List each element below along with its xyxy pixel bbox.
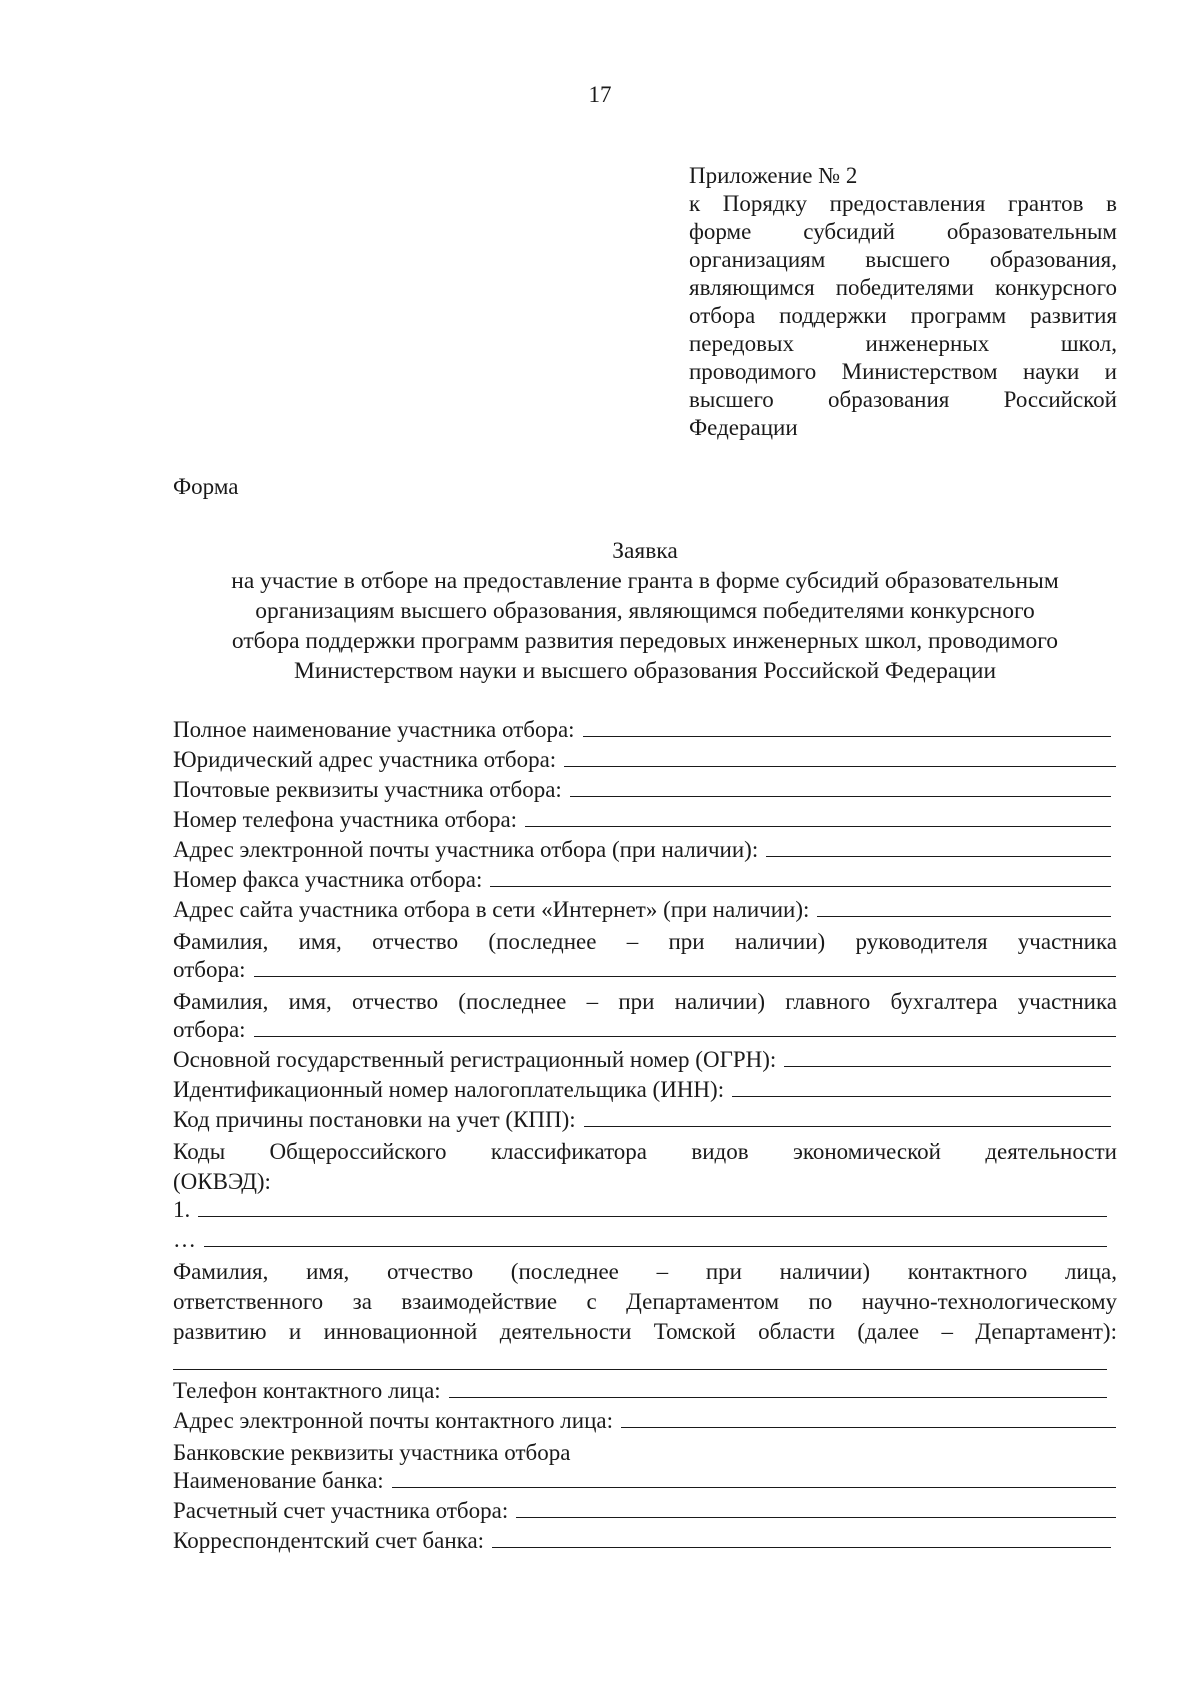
field-label: Полное наименование участника отбора: bbox=[173, 717, 575, 742]
head-name-label: Фамилия, имя, отчество (последнее – при наличии) руководителя участника bbox=[173, 929, 1117, 954]
field-label: отбора: bbox=[173, 1017, 246, 1042]
page-number: 17 bbox=[588, 82, 612, 107]
appendix-block bbox=[689, 162, 1117, 442]
okved-label-cont: (ОКВЭД): bbox=[173, 1169, 271, 1194]
appendix-body: к Порядку предоставления грантов в форме субсидий образовательным организациям высшего образования, являющимся победителями конкурсного отбора поддержки программ развития передовых инженерных школ, проводимого Министерством науки и высшего образования Российской Федерации bbox=[689, 191, 1117, 440]
okved-label: Коды Общероссийского классификатора видов экономической деятельности bbox=[173, 1139, 1117, 1164]
field-okved-1 bbox=[173, 1197, 1117, 1227]
accountant-blank[interactable] bbox=[254, 1018, 1116, 1037]
okved-more-blank[interactable] bbox=[204, 1228, 1107, 1247]
heading-line: на участие в отборе на предоставление гранта в форме субсидий образовательным bbox=[231, 568, 1059, 594]
accountant-label: Фамилия, имя, отчество (последнее – при наличии) главного бухгалтера участника bbox=[173, 989, 1117, 1014]
bank-details-heading: Банковские реквизиты участника отбора bbox=[173, 1440, 571, 1465]
field-accountant bbox=[173, 1017, 1117, 1047]
field-label: Код причины постановки на учет (КПП): bbox=[173, 1107, 576, 1132]
email-blank[interactable] bbox=[766, 838, 1111, 857]
field-label: Адрес электронной почты участника отбора (при наличии): bbox=[173, 837, 759, 862]
account-blank[interactable] bbox=[516, 1499, 1116, 1518]
field-kpp bbox=[173, 1107, 1117, 1137]
field-label: Адрес сайта участника отбора в сети «Интернет» (при наличии): bbox=[173, 897, 810, 922]
field-label: Расчетный счет участника отбора: bbox=[173, 1498, 509, 1523]
field-email bbox=[173, 837, 1117, 867]
field-label: Основной государственный регистрационный номер (ОГРН): bbox=[173, 1047, 777, 1072]
legal-address-blank[interactable] bbox=[564, 748, 1116, 767]
field-label: Почтовые реквизиты участника отбора: bbox=[173, 777, 562, 802]
inn-blank[interactable] bbox=[732, 1078, 1111, 1097]
form-label: Форма bbox=[173, 474, 239, 499]
field-label: Номер телефона участника отбора: bbox=[173, 807, 518, 832]
contact-label: Фамилия, имя, отчество (последнее – при наличии) контактного лица, bbox=[173, 1259, 1117, 1284]
head-name-blank[interactable] bbox=[254, 958, 1116, 977]
contact-name-blank[interactable] bbox=[173, 1347, 1107, 1370]
field-website bbox=[173, 897, 1117, 927]
kpp-blank[interactable] bbox=[584, 1108, 1111, 1127]
heading-line: Министерством науки и высшего образования Российской Федерации bbox=[293, 658, 997, 684]
field-account bbox=[173, 1498, 1117, 1528]
field-contact-phone bbox=[173, 1378, 1117, 1408]
appendix-title: Приложение № 2 bbox=[689, 163, 858, 188]
contact-label-cont: развитию и инновационной деятельности Томской области (далее – Департамент): bbox=[173, 1319, 1117, 1344]
field-label: 1. bbox=[173, 1197, 191, 1222]
field-inn bbox=[173, 1077, 1117, 1107]
contact-email-blank[interactable] bbox=[621, 1409, 1116, 1428]
field-phone bbox=[173, 807, 1117, 837]
heading-line: организациям высшего образования, являющимся победителями конкурсного bbox=[255, 598, 1035, 624]
field-bank-name bbox=[173, 1468, 1117, 1498]
website-blank[interactable] bbox=[817, 898, 1111, 917]
field-label: … bbox=[173, 1227, 196, 1252]
field-contact-email bbox=[173, 1408, 1117, 1438]
application-heading bbox=[173, 536, 1117, 686]
phone-blank[interactable] bbox=[525, 808, 1111, 827]
contact-label-cont: ответственного за взаимодействие с Департаментом по научно-технологическому bbox=[173, 1289, 1117, 1314]
heading-line: отбора поддержки программ развития передовых инженерных школ, проводимого bbox=[231, 628, 1059, 654]
field-label: Идентификационный номер налогоплательщика (ИНН): bbox=[173, 1077, 725, 1102]
field-full-name bbox=[173, 717, 1117, 747]
field-head-name bbox=[173, 957, 1117, 987]
bank-name-blank[interactable] bbox=[392, 1469, 1116, 1488]
okved-1-blank[interactable] bbox=[198, 1198, 1107, 1217]
field-corr-account bbox=[173, 1528, 1117, 1558]
field-postal-details bbox=[173, 777, 1117, 807]
corr-account-blank[interactable] bbox=[492, 1529, 1111, 1548]
ogrn-blank[interactable] bbox=[784, 1048, 1111, 1067]
field-ogrn bbox=[173, 1047, 1117, 1077]
field-label: Телефон контактного лица: bbox=[173, 1378, 441, 1403]
field-label: Юридический адрес участника отбора: bbox=[173, 747, 557, 772]
field-label: отбора: bbox=[173, 957, 246, 982]
contact-phone-blank[interactable] bbox=[449, 1379, 1107, 1398]
heading-title: Заявка bbox=[612, 538, 678, 564]
postal-details-blank[interactable] bbox=[570, 778, 1111, 797]
full-name-blank[interactable] bbox=[583, 718, 1111, 737]
field-legal-address bbox=[173, 747, 1117, 777]
fax-blank[interactable] bbox=[490, 868, 1111, 887]
form-fields bbox=[173, 717, 1117, 1558]
field-label: Адрес электронной почты контактного лица: bbox=[173, 1408, 613, 1433]
field-label: Номер факса участника отбора: bbox=[173, 867, 483, 892]
field-label: Наименование банка: bbox=[173, 1468, 384, 1493]
field-fax bbox=[173, 867, 1117, 897]
field-label: Корреспондентский счет банка: bbox=[173, 1528, 485, 1553]
field-okved-more bbox=[173, 1227, 1117, 1257]
